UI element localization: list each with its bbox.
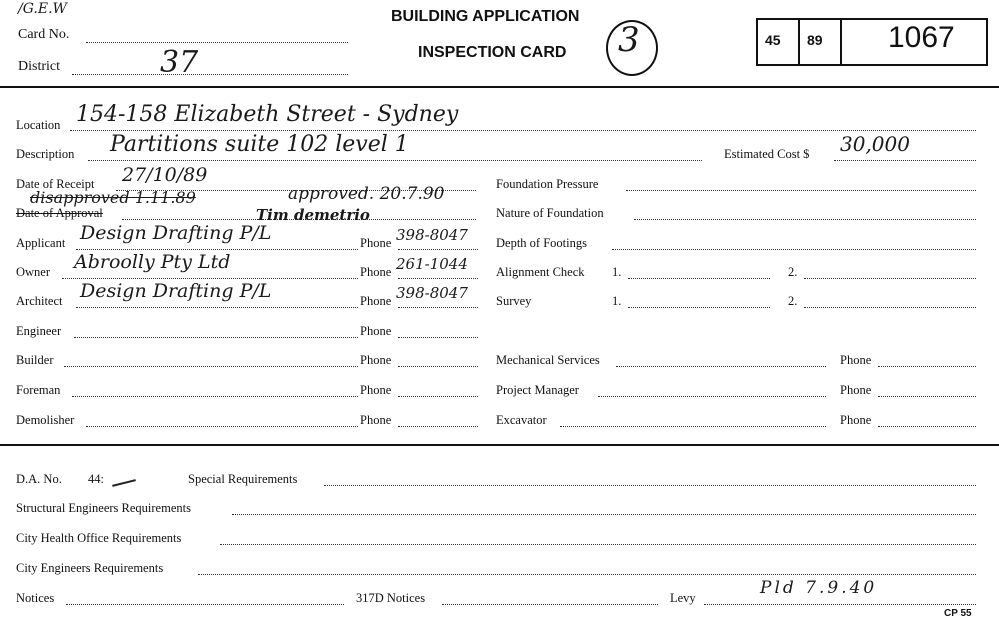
city-health-field [220,544,976,545]
district-handwritten: 37 [160,45,199,80]
alignment-check-field-1 [628,278,770,279]
owner-value: Abroolly Pty Ltd [74,251,231,273]
structural-engineers-field [232,514,976,515]
date-approval-struck: disapproved 1.11.89 [30,188,196,207]
description-field [88,160,702,161]
architect-value: Design Drafting P/L [80,280,272,302]
card-no-label: Card No. [18,27,70,42]
foundation-pressure-field [626,190,976,191]
district-label: District [18,59,60,74]
middle-divider [0,444,999,446]
project-manager-phone-field [878,396,976,397]
survey-2: 2. [788,294,798,308]
mechanical-phone-label: Phone [840,353,872,367]
engineer-field [74,337,358,338]
project-manager-label: Project Manager [496,383,579,397]
description-label: Description [16,147,75,161]
owner-phone-field [398,278,478,279]
city-engineers-field [198,574,976,575]
box-b-value: 89 [807,32,823,48]
engineer-phone-label: Phone [360,324,392,338]
alignment-check-2: 2. [788,265,798,279]
da-no-handwritten-dash [112,479,136,487]
depth-footings-field [612,249,976,250]
date-receipt-value: 27/10/89 [122,164,208,186]
estimated-cost-field [834,160,976,161]
survey-label: Survey [496,294,532,308]
applicant-value: Design Drafting P/L [80,222,272,244]
engineer-label: Engineer [16,324,62,338]
levy-handwritten: Pld 7.9.40 [760,578,878,598]
structural-engineers-label: Structural Engineers Requirements [16,501,191,515]
owner-label: Owner [16,265,51,279]
excavator-phone-label: Phone [840,413,872,427]
demolisher-phone-label: Phone [360,413,392,427]
applicant-phone-value: 398-8047 [396,226,468,244]
box-number-value: 1067 [888,21,955,54]
estimated-cost-value: 30,000 [840,132,910,156]
notices-317d-field [442,604,658,605]
nature-foundation-label: Nature of Foundation [496,206,604,220]
excavator-phone-field [878,426,976,427]
location-value: 154-158 Elizabeth Street - Sydney [76,102,459,127]
project-manager-field [598,396,826,397]
foreman-field [72,396,358,397]
special-requirements-label: Special Requirements [188,472,298,486]
box-divider-1 [798,20,800,64]
foreman-label: Foreman [16,383,61,397]
architect-phone-value: 398-8047 [396,284,468,302]
builder-phone-label: Phone [360,353,392,367]
alignment-check-field-2 [804,278,976,279]
foundation-pressure-label: Foundation Pressure [496,177,599,191]
survey-1: 1. [612,294,622,308]
district-field [72,74,348,75]
mechanical-services-label: Mechanical Services [496,353,600,367]
demolisher-phone-field [398,426,478,427]
notices-label: Notices [16,591,55,605]
date-receipt-label: Date of Receipt [16,177,95,191]
foreman-phone-label: Phone [360,383,392,397]
demolisher-label: Demolisher [16,413,75,427]
card-code: CP 55 [944,608,972,619]
depth-footings-label: Depth of Footings [496,236,587,250]
da-no-value: 44: [88,472,104,486]
box-divider-2 [840,20,842,64]
date-approval-approved: approved. 20.7.90 [288,184,445,204]
city-engineers-label: City Engineers Requirements [16,561,164,575]
da-no-label: D.A. No. [16,472,62,486]
nature-foundation-field [634,219,976,220]
mechanical-phone-field [878,366,976,367]
box-a-value: 45 [765,32,781,48]
applicant-phone-field [398,249,478,250]
date-approval-note: Tim demetrio [256,206,370,224]
header-divider [0,86,999,88]
owner-field [62,278,358,279]
description-value: Partitions suite 102 level 1 [110,132,409,157]
city-health-label: City Health Office Requirements [16,531,182,545]
owner-phone-label: Phone [360,265,392,279]
estimated-cost-label: Estimated Cost $ [724,147,810,161]
date-approval-label: Date of Approval [16,206,103,220]
location-label: Location [16,118,61,132]
applicant-phone-label: Phone [360,236,392,250]
demolisher-field [86,426,358,427]
architect-label: Architect [16,294,63,308]
survey-field-1 [628,307,770,308]
architect-phone-field [398,307,478,308]
alignment-check-label: Alignment Check [496,265,585,279]
card-no-field [86,42,348,43]
card-title-line1: BUILDING APPLICATION [391,8,580,25]
levy-field [704,604,976,605]
owner-phone-value: 261-1044 [396,255,468,273]
architect-field [76,307,358,308]
builder-phone-field [398,366,478,367]
survey-field-2 [804,307,976,308]
special-requirements-field [324,485,976,486]
mechanical-services-field [616,366,826,367]
circled-number: 3 [618,20,640,60]
architect-phone-label: Phone [360,294,392,308]
card-title-line2: INSPECTION CARD [418,44,567,61]
notices-field [66,604,344,605]
notices-317d-label: 317D Notices [356,591,426,605]
excavator-field [560,426,826,427]
alignment-check-1: 1. [612,265,622,279]
project-manager-phone-label: Phone [840,383,872,397]
foreman-phone-field [398,396,478,397]
builder-label: Builder [16,353,54,367]
builder-field [64,366,358,367]
card-no-handwritten: /G.E.W [18,1,67,17]
excavator-label: Excavator [496,413,547,427]
applicant-label: Applicant [16,236,66,250]
engineer-phone-field [398,337,478,338]
location-field [70,130,976,131]
levy-label: Levy [670,591,696,605]
applicant-field [76,249,358,250]
